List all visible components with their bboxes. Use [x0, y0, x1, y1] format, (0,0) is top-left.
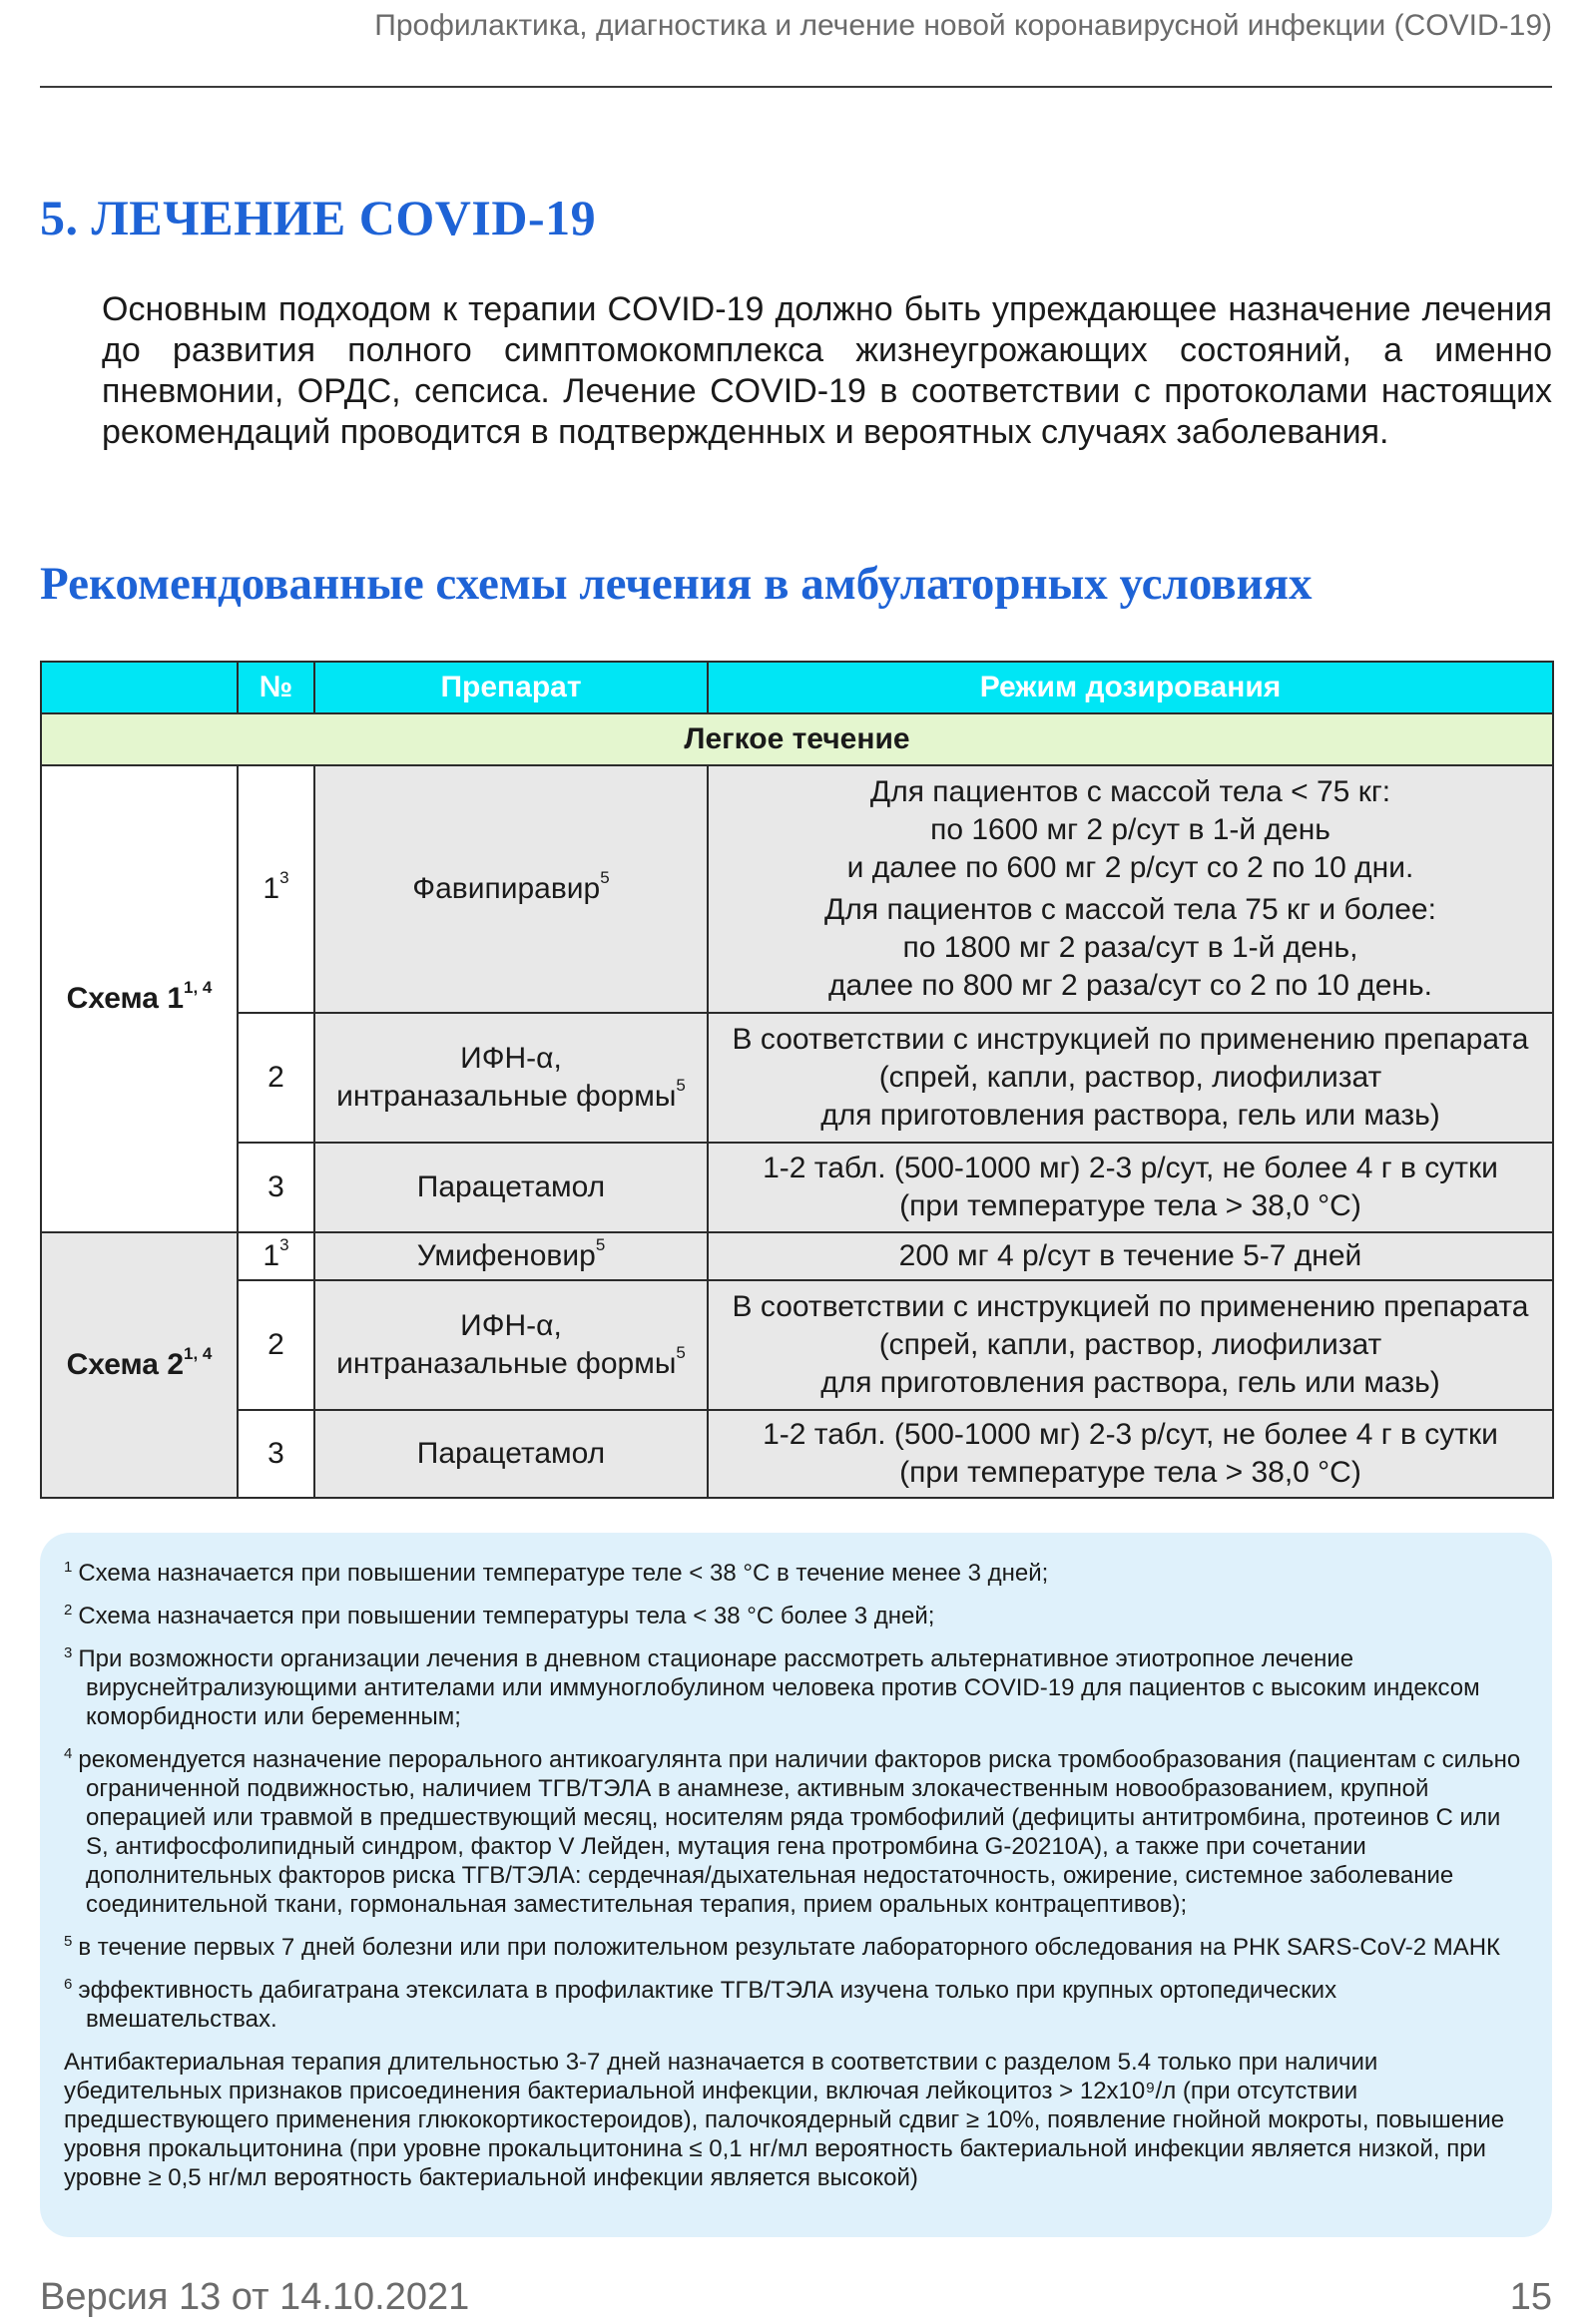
table-row: [41, 1280, 1553, 1410]
header-number: №: [238, 662, 314, 713]
scheme-1-label: Схема 1: [66, 982, 185, 1015]
table-row: [41, 765, 1553, 1013]
antibacterial-note: Антибактериальная терапия длительностью 3-7 дней назначается в соответствии с разделом 5.4 только при наличии убедительных признаков присоединения бактериальной инфекции, включая лейкоцитоз > 12х10⁹/л (при отсутствии предшествующего применения глюкокортикостероидов), палочкоядерный сдвиг ≥ 10%, появление гнойной мокроты, повышение уровня прокальцитонина (при уровне прокальцитонина ≤ 0,1 нг/мл вероятность бактериальной инфекции является низкой, при уровне ≥ 0,5 нг/мл вероятность бактериальной инфекции является высокой): [64, 2049, 1505, 2191]
subsection-title: Рекомендованные схемы лечения в амбулаторных условиях: [40, 558, 1313, 610]
scheme-2-label: Схема 2: [66, 1348, 185, 1381]
scheme-1-cell: [41, 765, 238, 1232]
header-dosing: Режим дозирования: [708, 662, 1553, 713]
row-number: 3: [238, 1410, 314, 1498]
row-number: 2: [238, 1013, 314, 1143]
dose-line: Для пациентов с массой тела < 75 кг:: [869, 775, 1391, 808]
footnote: $^6$ эффективность дабигатрана этексилата в профилактике ТГВ/ТЭЛА изучена только при крупных ортопедических вмешательствах.: [64, 1976, 1337, 2033]
dose-line: (при температуре тела > 38,0 °С): [899, 1456, 1361, 1489]
header-rule: [40, 86, 1552, 88]
table-header-row: [41, 662, 1553, 713]
footer-version: Версия 13 от 14.10.2021: [40, 2276, 470, 2318]
scheme-2-cell: [41, 1232, 238, 1498]
group-label: Легкое течение: [41, 713, 1553, 765]
table-row: [41, 1013, 1553, 1143]
drug-name: Фавипиравир$^5$: [314, 765, 708, 1013]
dose-line: (спрей, капли, раствор, лиофилизат: [878, 1061, 1382, 1094]
drug-name: ИФН-α, интраназальные формы$^5$: [314, 1013, 708, 1143]
dose-line: для приготовления раствора, гель или мазь): [820, 1099, 1440, 1132]
row-number: 3: [238, 1143, 314, 1232]
footnote: $^4$ рекомендуется назначение перорального антикоагулянта при наличии факторов риска тромбообразования (пациентам с сильно ограниченной подвижностью, наличием ТГВ/ТЭЛА в анамнезе, активным злокачественным новообразованием, крупной операцией или травмой в предшествующий месяц, носителям ряда тромбофилий (дефициты антитромбина, протеинов С или S, антифосфолипидный синдром, фактор V Лейден, мутация гена протромбина G-20210A), а также при сочетании дополнительных факторов риска ТГВ/ТЭЛА: сердечная/дыхательная недостаточность, ожирение, системное заболевание соединительной ткани, гормональная заместительная терапия, прием оральных контрацептивов);: [64, 1745, 1521, 1918]
row-number: $1^3$: [238, 1232, 314, 1280]
scheme-2-sup: 1, 4: [184, 1344, 213, 1363]
drug-name: Умифеновир$^5$: [314, 1232, 708, 1280]
dose-line: далее по 800 мг 2 раза/сут со 2 по 10 день.: [828, 969, 1432, 1002]
dose-line: (спрей, капли, раствор, лиофилизат: [878, 1328, 1382, 1361]
row-number: $1^3$: [238, 765, 314, 1013]
table-row: [41, 1410, 1553, 1498]
dose-line: по 1800 мг 2 раза/сут в 1-й день,: [902, 931, 1358, 964]
dosing-cell: [708, 1280, 1553, 1410]
scheme-1-sup: 1, 4: [184, 978, 213, 997]
dose-line: Для пациентов с массой тела 75 кг и более:: [824, 893, 1436, 926]
dose-line: и далее по 600 мг 2 р/сут со 2 по 10 дни.: [846, 851, 1414, 884]
header-drug: Препарат: [314, 662, 708, 713]
dose-line: 200 мг 4 р/сут в течение 5-7 дней: [898, 1239, 1362, 1272]
dosing-cell: [708, 1410, 1553, 1498]
intro-paragraph: Основным подходом к терапии COVID-19 должно быть упреждающее назначение лечения до развития полного симптомокомплекса жизнеугрожающих состояний, а именно пневмонии, ОРДС, сепсиса. Лечение COVID-19 в соответствии с протоколами настоящих рекомендаций проводится в подтвержденных и вероятных случаях заболевания.: [102, 290, 1552, 451]
dosing-cell: [708, 1013, 1553, 1143]
drug-name: Парацетамол: [314, 1410, 708, 1498]
dose-line: В соответствии с инструкцией по применению препарата: [732, 1023, 1529, 1056]
running-header: Профилактика, диагностика и лечение новой коронавирусной инфекции (COVID-19): [374, 9, 1552, 42]
drug-name: ИФН-α, интраназальные формы$^5$: [314, 1280, 708, 1410]
footnote: $^3$ При возможности организации лечения в дневном стационаре рассмотреть альтернативное этиотропное лечение вируснейтрализующими антителами или иммуноглобулином человека против COVID-19 для пациентов с высоким индексом коморбидности или беременным;: [64, 1644, 1480, 1730]
footnote: $^5$ в течение первых 7 дней болезни или при положительном результате лабораторного обследования на РНК SARS-CoV-2 МАНК: [64, 1933, 1501, 1961]
header-scheme: [41, 662, 238, 713]
table-row: [41, 1232, 1553, 1280]
footnote: $^2$ Схема назначается при повышении температуры тела < 38 °С более 3 дней;: [64, 1602, 935, 1629]
group-row: [41, 713, 1553, 765]
dose-line: для приготовления раствора, гель или мазь): [820, 1366, 1440, 1399]
footnote: $^1$ Схема назначается при повышении температуре теле < 38 °С в течение менее 3 дней;: [64, 1559, 1049, 1587]
dose-line: 1-2 табл. (500-1000 мг) 2-3 р/сут, не более 4 г в сутки: [763, 1418, 1498, 1451]
dosing-cell: [708, 765, 1553, 1013]
footnotes-box: [40, 1533, 1552, 2237]
page-number: 15: [1509, 2276, 1552, 2318]
dose-line: 1-2 табл. (500-1000 мг) 2-3 р/сут, не более 4 г в сутки: [763, 1152, 1498, 1184]
dose-line: по 1600 мг 2 р/сут в 1-й день: [930, 813, 1330, 846]
dosing-cell: [708, 1232, 1553, 1280]
dose-line: (при температуре тела > 38,0 °С): [899, 1189, 1361, 1222]
table-row: [41, 1143, 1553, 1232]
section-title: 5. ЛЕЧЕНИЕ COVID-19: [40, 190, 597, 245]
row-number: 2: [238, 1280, 314, 1410]
dose-line: В соответствии с инструкцией по применению препарата: [732, 1290, 1529, 1323]
treatment-table: [40, 661, 1554, 1499]
drug-name: Парацетамол: [314, 1143, 708, 1232]
dosing-cell: [708, 1143, 1553, 1232]
